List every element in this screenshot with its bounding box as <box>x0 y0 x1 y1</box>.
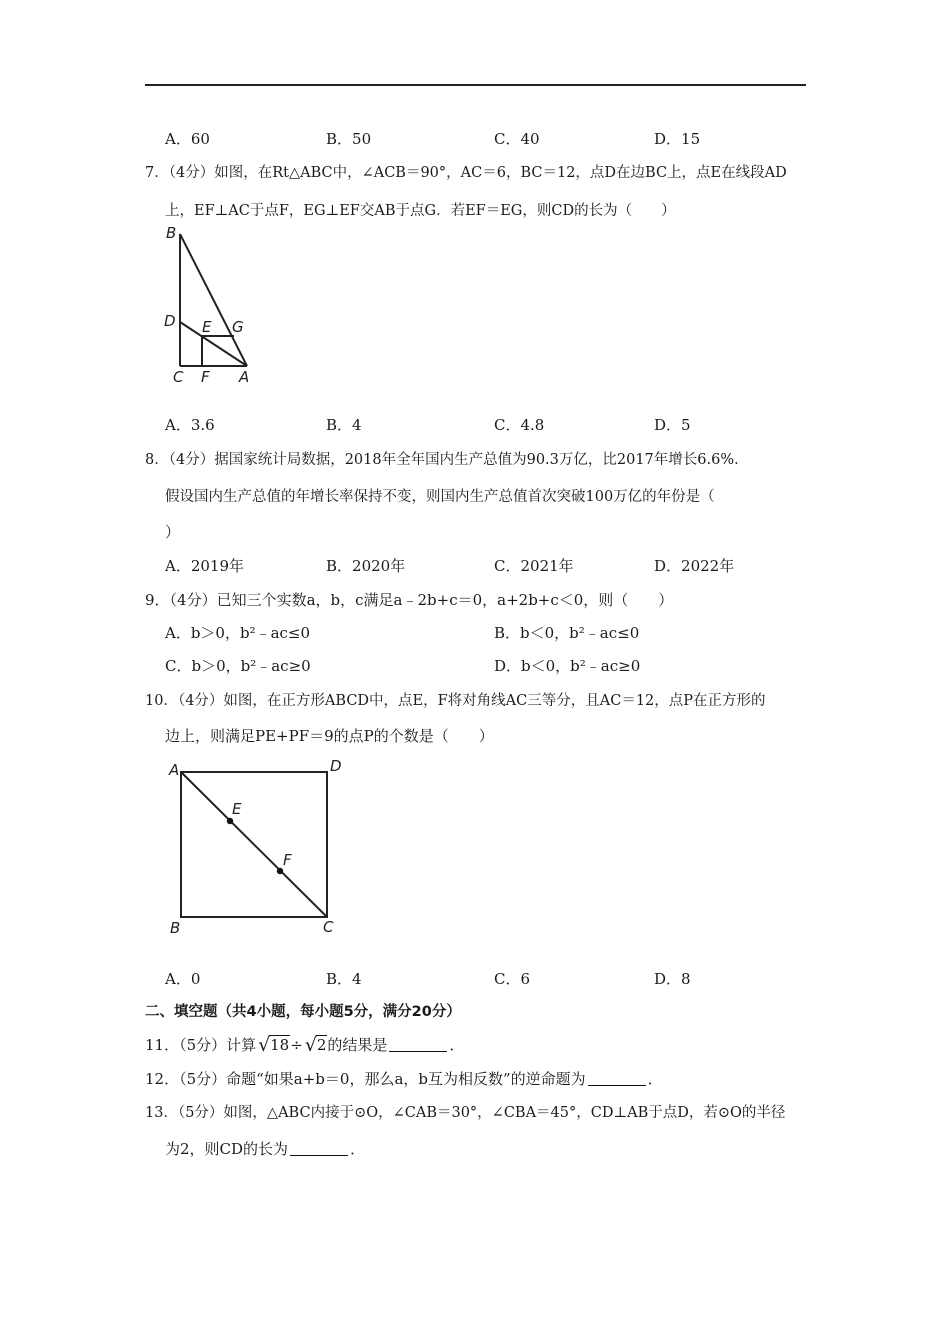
q10-square-figure <box>160 755 360 940</box>
q6-option-d[interactable]: D．15 <box>654 130 701 148</box>
header-rule <box>145 84 806 86</box>
q10-label-e: E <box>232 800 242 818</box>
q7-option-d[interactable]: D．5 <box>654 416 691 434</box>
q10-label-d: D <box>330 757 342 775</box>
q10-stem-line2: 边上，则满足PE+PF＝9的点P的个数是（ ） <box>165 727 494 745</box>
q12-answer-blank[interactable] <box>588 1071 646 1086</box>
q12-stem <box>145 1068 663 1089</box>
q7-label-f: F <box>201 368 210 386</box>
q9-option-a[interactable]: A．b＞0，b²﹣ac≤0 <box>165 624 311 642</box>
q10-option-d[interactable]: D．8 <box>654 970 691 988</box>
q9-option-b[interactable]: B．b＜0，b²﹣ac≤0 <box>494 624 640 642</box>
q11-stem <box>145 1034 464 1055</box>
q7-label-e: E <box>202 318 212 336</box>
q13-end: ． <box>350 1140 366 1158</box>
q10-point-e <box>227 818 233 824</box>
q11-prefix: 11．（5分）计算 <box>145 1036 257 1054</box>
q11-suffix: 的结果是 <box>327 1036 388 1054</box>
q8-option-b[interactable]: B．2020年 <box>326 557 406 575</box>
q6-option-a[interactable]: A．60 <box>165 130 210 148</box>
q7-line-ba <box>180 234 247 366</box>
q6-option-c[interactable]: C．40 <box>494 130 540 148</box>
q8-option-d[interactable]: D．2022年 <box>654 557 735 575</box>
q13-stem-line1: 13．（5分）如图，△ABC内接于⊙O，∠CAB＝30°，∠CBA＝45°，CD⊥AB于点D，若⊙O的半径 <box>145 1105 786 1121</box>
q10-option-c[interactable]: C．6 <box>494 970 531 988</box>
q7-option-a[interactable]: A．3.6 <box>165 416 215 434</box>
q10-label-b: B <box>170 919 181 937</box>
q7-stem-line1: 7．（4分）如图，在Rt△ABC中，∠ACB＝90°，AC＝6，BC＝12，点D在边BC上，点E在线段AD <box>145 165 787 181</box>
q8-stem-line2: 假设国内生产总值的年增长率保持不变，则国内生产总值首次突破100万亿的年份是（ <box>165 489 715 505</box>
q12-end: ． <box>647 1070 663 1088</box>
q8-stem-line3: ） <box>165 523 181 541</box>
q11-sqrt-2: √ 2 <box>304 1034 327 1056</box>
q7-triangle-figure <box>160 222 260 387</box>
q13-stem-line2 <box>165 1138 365 1159</box>
q13-answer-blank[interactable] <box>290 1141 348 1156</box>
q7-label-a: A <box>239 368 250 386</box>
section2-title: 二、填空题（共4小题，每小题5分，满分20分） <box>145 1004 461 1020</box>
q10-option-b[interactable]: B．4 <box>326 970 362 988</box>
q11-sqrt-18: √ 18 <box>258 1034 290 1056</box>
q6-option-b[interactable]: B．50 <box>326 130 372 148</box>
q9-option-d[interactable]: D．b＜0，b²﹣ac≥0 <box>494 657 641 675</box>
q7-stem-line2: 上，EF⊥AC于点F，EG⊥EF交AB于点G．若EF＝EG，则CD的长为（ ） <box>165 203 676 219</box>
q10-diagonal-ac <box>181 772 327 917</box>
q13-line2-text: 为2，则CD的长为 <box>165 1140 289 1158</box>
radical-sign-icon: √ <box>304 1034 317 1056</box>
q7-label-c: C <box>173 368 184 386</box>
q11-answer-blank[interactable] <box>389 1037 447 1052</box>
q8-option-a[interactable]: A．2019年 <box>165 557 245 575</box>
q7-label-g: G <box>232 318 244 336</box>
q9-stem: 9．（4分）已知三个实数a，b，c满足a﹣2b+c＝0，a+2b+c＜0，则（ ） <box>145 591 674 609</box>
q10-label-f: F <box>283 851 292 869</box>
q8-option-c[interactable]: C．2021年 <box>494 557 574 575</box>
q10-stem-line1: 10．（4分）如图，在正方形ABCD中，点E，F将对角线AC三等分，且AC＝12，点P在正方形的 <box>145 693 766 709</box>
q10-label-c: C <box>323 918 334 936</box>
q12-text: 12．（5分）命题“如果a+b＝0，那么a，b互为相反数”的逆命题为 <box>145 1070 586 1088</box>
q9-option-c[interactable]: C．b＞0，b²﹣ac≥0 <box>165 657 311 675</box>
q7-option-b[interactable]: B．4 <box>326 416 362 434</box>
q7-label-b: B <box>166 224 177 242</box>
q11-divide-sign: ÷ <box>290 1036 303 1054</box>
radical-sign-icon: √ <box>258 1034 271 1056</box>
q7-label-d: D <box>164 312 176 330</box>
q10-option-a[interactable]: A．0 <box>165 970 201 988</box>
q10-label-a: A <box>169 761 180 779</box>
q8-stem-line1: 8．（4分）据国家统计局数据，2018年全年国内生产总值为90.3万亿，比2017年增长6.6%． <box>145 452 749 468</box>
q7-option-c[interactable]: C．4.8 <box>494 416 545 434</box>
q11-end: ． <box>449 1036 465 1054</box>
